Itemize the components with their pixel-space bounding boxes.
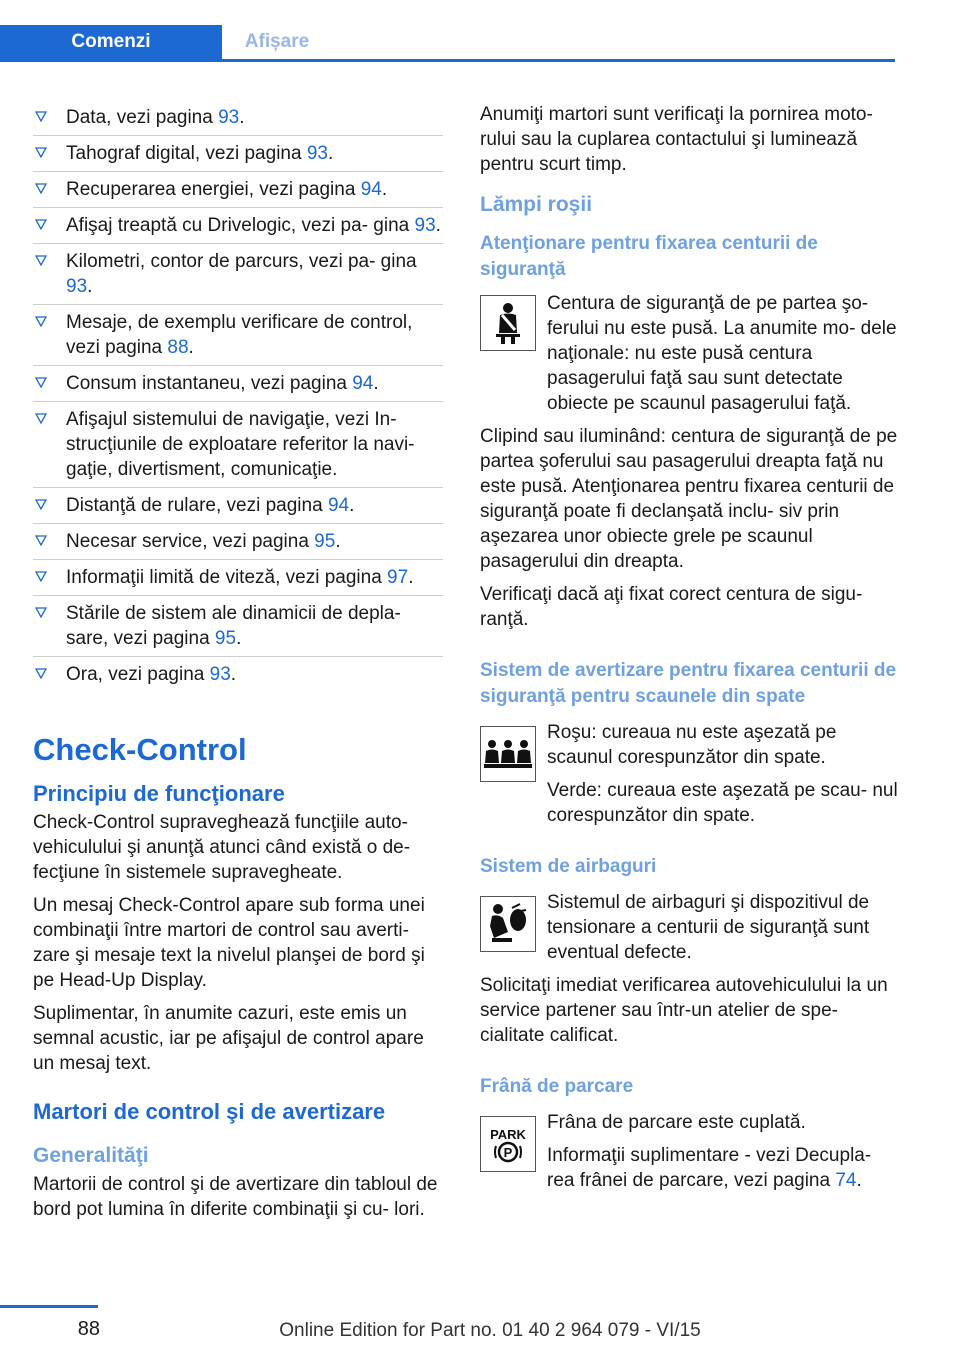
page-link[interactable]: 93 xyxy=(306,143,328,164)
list-item: Distanţă de rulare, vezi pagina 94. xyxy=(33,487,443,523)
list-item: Afişaj treaptă cu Drivelogic, vezi pa‐ gina 93. xyxy=(33,207,443,243)
parking-brake-icon xyxy=(480,1116,536,1172)
paragraph: Centura de siguranţă de pe partea şo‐ ferului nu este pusă. La anumite mo‐ dele naţionale: nu este pusă centura pasagerului faţă sau sunt detectate obiecte pe scaunul pasagerului faţă. xyxy=(547,293,897,414)
tab-comenzi[interactable]: Comenzi xyxy=(0,25,222,59)
paragraph: Sistemul de airbaguri şi dispozitivul de tensionare a centurii de siguranţă sunt eventual defecte. xyxy=(547,892,870,963)
triangle-bullet-icon xyxy=(35,182,47,194)
paragraph: Martorii de control şi de avertizare din tabloul de bord pot lumina în diferite combinaţii şi cu‐ lori. xyxy=(33,1174,438,1220)
triangle-bullet-icon xyxy=(35,534,47,546)
page-link[interactable]: 93 xyxy=(218,107,240,128)
triangle-bullet-icon xyxy=(35,667,47,679)
svg-text:P: P xyxy=(503,1145,513,1160)
martori-heading: Martori de control şi de avertizare xyxy=(33,1099,386,1124)
tab-bar xyxy=(0,25,895,62)
page-link[interactable]: 95 xyxy=(214,628,237,649)
page-link[interactable]: 93 xyxy=(66,276,88,297)
bullet-list xyxy=(33,100,443,692)
check-control-heading: Check-Control xyxy=(33,732,247,767)
principle-heading: Principiu de funcţionare xyxy=(33,781,285,806)
airbag-heading: Sistem de airbaguri xyxy=(480,856,657,877)
triangle-bullet-icon xyxy=(35,110,47,122)
airbag-icon xyxy=(480,896,536,952)
paragraph: Informaţii suplimentare - vezi Decupla‐ rea frânei de parcare, vezi pagina 74. xyxy=(547,1145,872,1191)
rear-seatbelt-heading: Sistem de avertizare pentru fixarea centurii de siguranţă pentru scaunele din spate xyxy=(480,660,897,707)
list-item: Informaţii limită de viteză, vezi pagina 97. xyxy=(33,559,443,595)
page-link[interactable]: 94 xyxy=(352,373,374,394)
footer-rule xyxy=(0,1305,98,1308)
paragraph: Verificaţi dacă aţi fixat corect centura de sigu‐ ranţă. xyxy=(480,584,863,630)
triangle-bullet-icon xyxy=(35,498,47,510)
right-column xyxy=(480,100,898,1193)
left-column xyxy=(33,100,443,1222)
page-link[interactable]: 95 xyxy=(314,531,336,552)
parking-brake-heading: Frână de parcare xyxy=(480,1076,634,1097)
page-link[interactable]: 97 xyxy=(387,567,409,588)
red-lamps-heading: Lămpi roşii xyxy=(480,193,593,216)
list-item: Stările de sistem ale dinamicii de depla‐ sare, vezi pagina 95. xyxy=(33,595,443,656)
edition-text: Online Edition for Part no. 01 40 2 964 079 - VI/15 xyxy=(279,1320,701,1341)
triangle-bullet-icon xyxy=(35,376,47,388)
page-link[interactable]: 94 xyxy=(360,179,382,200)
triangle-bullet-icon xyxy=(35,606,47,618)
triangle-bullet-icon xyxy=(35,254,47,266)
list-item: Consum instantaneu, vezi pagina 94. xyxy=(33,365,443,401)
paragraph: Check-Control supraveghează funcţiile auto‐ vehiculului şi anunţă atunci când există o de‐ fecţiune în sistemele supravegheate. xyxy=(33,812,411,883)
general-heading: Generalităţi xyxy=(33,1144,149,1167)
triangle-bullet-icon xyxy=(35,218,47,230)
paragraph: Suplimentar, în anumite cazuri, este emis un semnal acustic, iar pe afişajul de control apare un mesaj text. xyxy=(33,1003,424,1074)
page-number: 88 xyxy=(77,1318,100,1340)
seatbelt-heading: Atenţionare pentru fixarea centurii de siguranţă xyxy=(480,233,818,280)
page-link[interactable]: 93 xyxy=(414,215,436,236)
seatbelt-warning-icon xyxy=(480,295,536,351)
list-item: Afişajul sistemului de navigaţie, vezi In‐ strucţiunile de exploatare referitor la navi‐ gaţie, divertisment, comunicaţie. xyxy=(33,401,443,487)
paragraph: Verde: cureaua este aşezată pe scau‐ nul corespunzător din spate. xyxy=(547,780,898,826)
list-item: Necesar service, vezi pagina 95. xyxy=(33,523,443,559)
triangle-bullet-icon xyxy=(35,570,47,582)
paragraph: Clipind sau iluminând: centura de siguranţă de pe partea şoferului sau pasagerului dreapta faţă nu este pusă. Atenţionarea pentru fixarea centurii de siguranţă poate fi declanşată inclu‐ siv prin aşezarea unor obiecte grele pe scaunul pasagerului din dreapta. xyxy=(480,426,898,572)
tab-afisare[interactable]: Afișare xyxy=(222,25,332,59)
list-item: Ora, vezi pagina 93. xyxy=(33,656,443,692)
page-link[interactable]: 74 xyxy=(835,1170,857,1191)
paragraph: Anumiţi martori sunt verificaţi la pornirea moto‐ rului sau la cuplarea contactului şi luminează pentru scurt timp. xyxy=(480,104,873,175)
triangle-bullet-icon xyxy=(35,315,47,327)
paragraph: Frâna de parcare este cuplată. xyxy=(547,1112,806,1133)
triangle-bullet-icon xyxy=(35,146,47,158)
park-icon-label: PARK xyxy=(490,1127,526,1142)
rear-seats-icon xyxy=(480,726,536,782)
page-link[interactable]: 93 xyxy=(209,664,231,685)
list-item: Kilometri, contor de parcurs, vezi pa‐ gina 93. xyxy=(33,243,443,304)
list-item: Recuperarea energiei, vezi pagina 94. xyxy=(33,171,443,207)
list-item: Mesaje, de exemplu verificare de control, vezi pagina 88. xyxy=(33,304,443,365)
paragraph: Roşu: cureaua nu este aşezată pe scaunul corespunzător din spate. xyxy=(547,722,837,768)
page-link[interactable]: 94 xyxy=(327,495,350,516)
page-link[interactable]: 88 xyxy=(167,337,189,358)
triangle-bullet-icon xyxy=(35,412,47,424)
paragraph: Un mesaj Check-Control apare sub forma unei combinaţii între martori de control sau averti‐ zare şi mesaje text la nivelul planşei de bord şi pe Head-Up Display. xyxy=(33,895,425,991)
list-item: Data, vezi pagina 93. xyxy=(33,100,443,135)
list-item: Tahograf digital, vezi pagina 93. xyxy=(33,135,443,171)
paragraph: Solicitaţi imediat verificarea autovehiculului la un service partener sau într-un atelier de spe‐ cialitate calificat. xyxy=(480,975,888,1046)
